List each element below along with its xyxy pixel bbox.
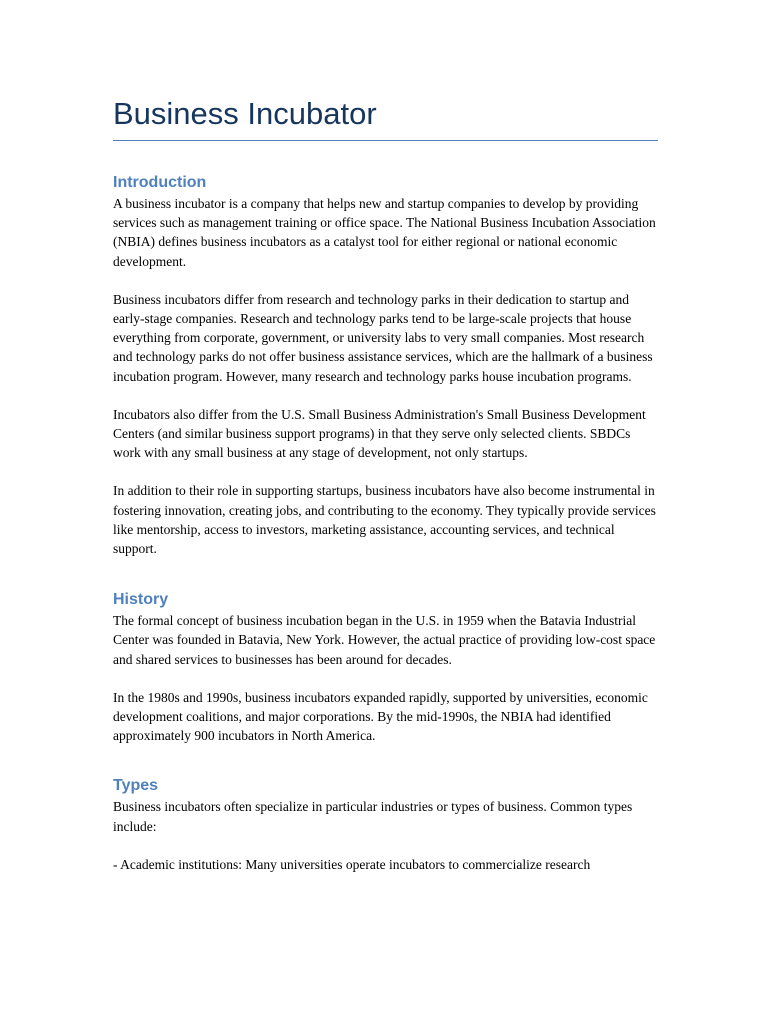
types-list-item-1: - Academic institutions: Many universities operate incubators to commercialize research: [113, 856, 591, 872]
document-body: [113, 92, 658, 874]
introduction-paragraph-2: Business incubators differ from research and technology parks in their dedication to startup and early-stage companies. Research and technology parks tend to be large-scale projects that house everything from corporate, government, or university labs to very small companies. Most research and technology parks do not offer business assistance services, which are the hallmark of a business incubation program. However, many research and technology parks house incubation programs.: [113, 291, 653, 384]
introduction-paragraph-1: A business incubator is a company that helps new and startup companies to develop by providing services such as management training or office space. The National Business Incubation Association (NBIA) defines business incubators as a catalyst tool for either regional or national economic development.: [113, 196, 656, 269]
history-paragraph-2: In the 1980s and 1990s, business incubators expanded rapidly, supported by universities, economic development coalitions, and major corporations. By the mid-1990s, the NBIA had identified approximately 900 incubators in North America.: [113, 689, 648, 744]
section-heading-introduction: Introduction: [113, 174, 207, 191]
section-heading-types: Types: [113, 777, 159, 795]
types-paragraph-1: Business incubators often specialize in particular industries or types of business. Common types include:: [113, 799, 633, 834]
document-title: Business Incubator: [113, 92, 658, 141]
introduction-paragraph-4: In addition to their role in supporting startups, business incubators have also become instrumental in fostering innovation, creating jobs, and contributing to the economy. They typically provide services like mentorship, access to investors, marketing assistance, accounting services, and technical support.: [113, 483, 656, 557]
introduction-paragraph-3: Incubators also differ from the U.S. Small Business Administration's Small Business Development Centers (and similar business support programs) in that they serve only selected clients. SBDCs work with any small business at any stage of development, not only startups.: [113, 406, 646, 461]
history-paragraph-1: The formal concept of business incubation began in the U.S. in 1959 when the Batavia Industrial Center was founded in Batavia, New York. However, the actual practice of providing low-cost space and shared services to businesses has been around for decades.: [113, 613, 656, 667]
section-heading-history: History: [113, 591, 169, 609]
